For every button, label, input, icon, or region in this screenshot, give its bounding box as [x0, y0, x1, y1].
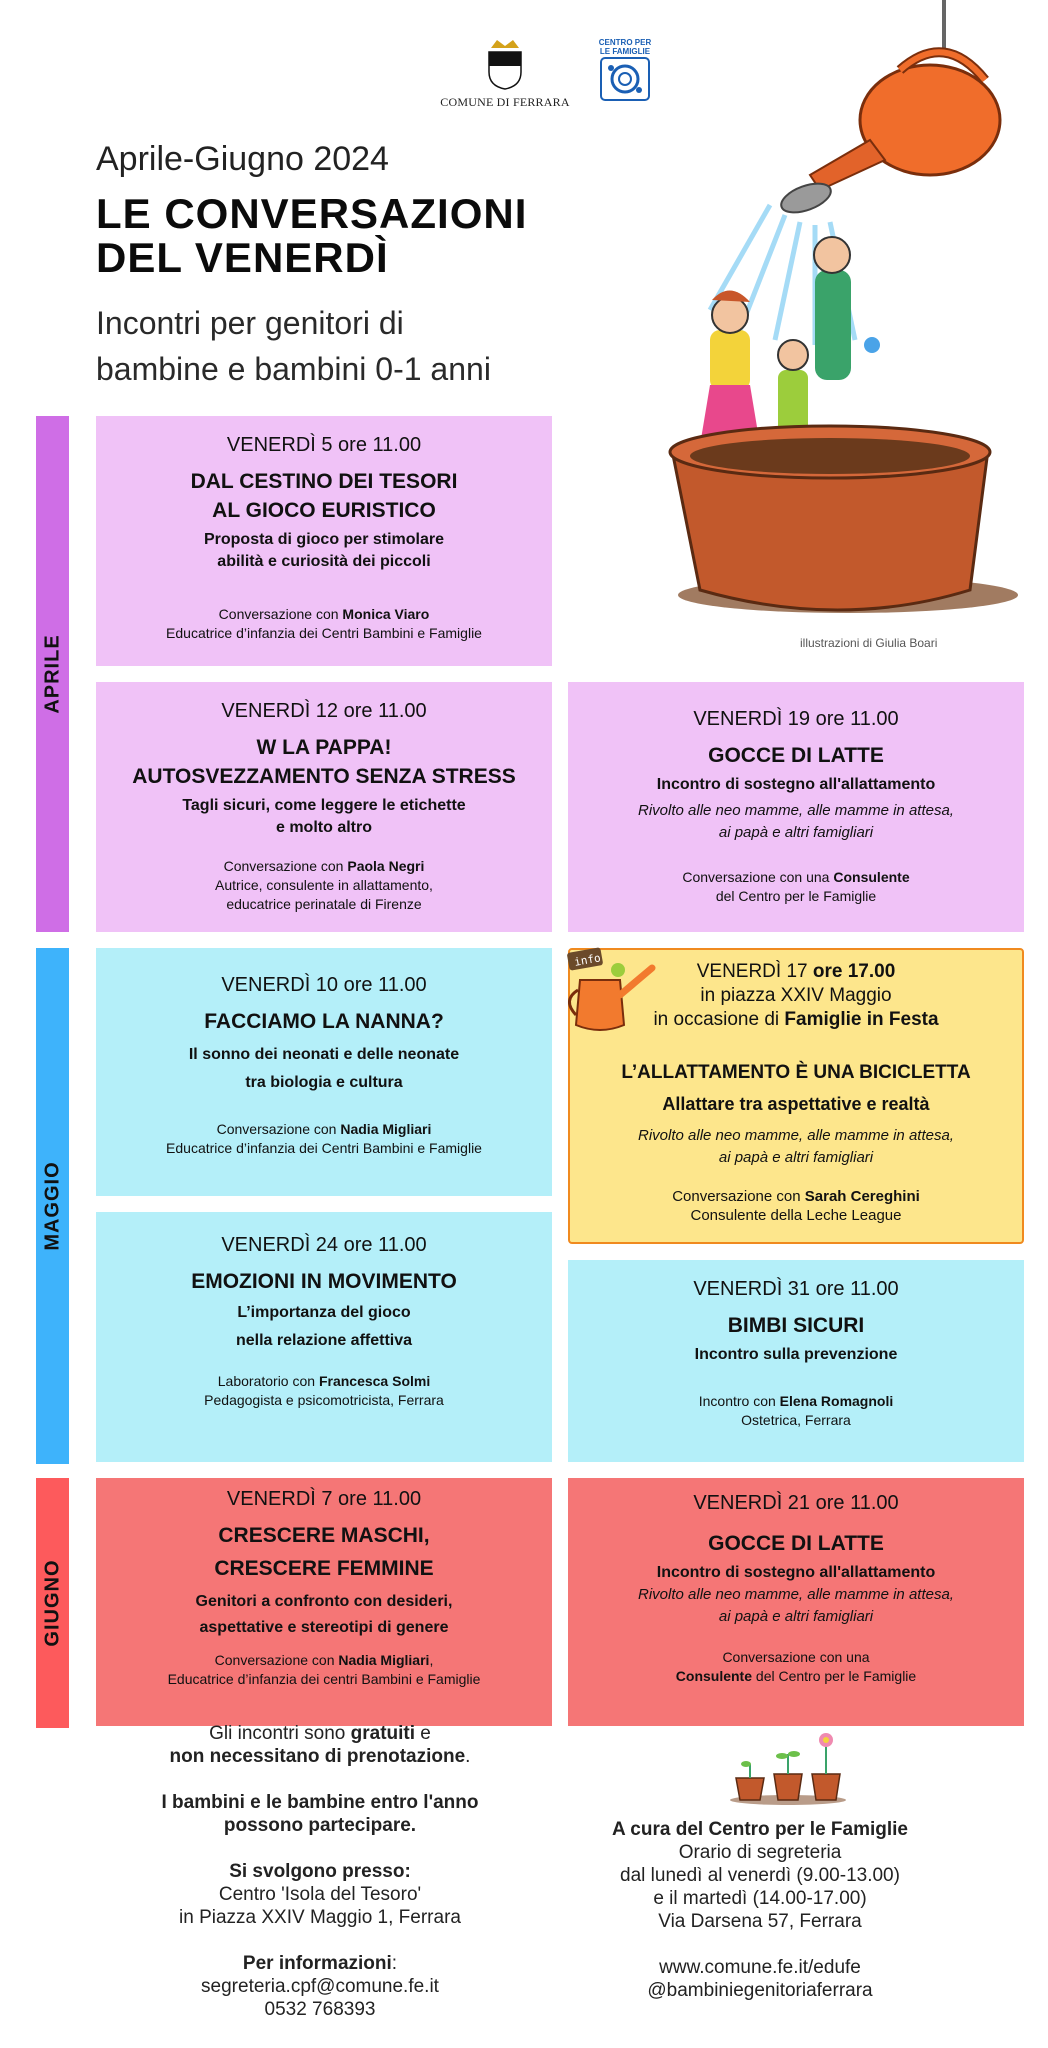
event-card-may-31 [568, 1260, 1024, 1462]
speaker-role: del Centro per le Famiglie [752, 1668, 917, 1684]
comune-ferrara-logo [440, 38, 570, 110]
age-note-line-2: possono partecipare. [223, 1815, 417, 1836]
event-speaker [114, 1372, 534, 1410]
speaker-prefix: Conversazione con [216, 1121, 341, 1137]
speaker-prefix: Conversazione con una [722, 1649, 870, 1665]
footer-organizer [600, 1818, 920, 1933]
month-label-june: GIUGNO [41, 1559, 63, 1647]
event-title-line-1: DAL CESTINO DEI TESORI [190, 470, 458, 493]
event-card-may-10 [96, 948, 552, 1196]
event-date: VENERDÌ 10 ore 11.00 [221, 974, 427, 996]
comune-logo-label: COMUNE DI FERRARA [440, 95, 570, 109]
title-line-2: DEL VENERDÌ [96, 234, 389, 281]
speaker-name: Paola Negri [347, 858, 425, 874]
speaker-prefix: Conversazione con [218, 606, 343, 622]
event-subtitle-line-2: abilità e curiosità dei piccoli [217, 553, 431, 570]
subtitle-line-1: Incontri per genitori di [96, 305, 404, 341]
footer-venue [110, 1860, 530, 1929]
month-bar-may [36, 948, 69, 1464]
illustration-credit: illustrazioni di Giulia Boari [800, 636, 938, 650]
speaker-prefix: Conversazione con una [682, 869, 834, 885]
event-speaker [586, 1392, 1006, 1430]
event-title-line-1: W LA PAPPA! [256, 736, 392, 759]
event-title-line-1: CRESCERE MASCHI, [218, 1524, 430, 1547]
event-subtitle-line-2: nella relazione affettiva [235, 1332, 413, 1349]
event-subtitle-line-1: L’importanza del gioco [237, 1304, 411, 1321]
event-audience-line-2: ai papà e altri famigliari [718, 1608, 874, 1625]
event-subtitle: Allattare tra aspettative e realtà [662, 1094, 930, 1114]
event-card-jun-21 [568, 1478, 1024, 1726]
speaker-role: Educatrice d’infanzia dei centri Bambini e Famiglie [167, 1671, 481, 1687]
office-hours-heading: Orario di segreteria [678, 1842, 842, 1863]
event-title: GOCCE DI LATTE [708, 1532, 884, 1555]
event-speaker [114, 605, 534, 643]
event-date: VENERDÌ 31 ore 11.00 [693, 1278, 899, 1300]
event-subtitle-line-1: Tagli sicuri, come leggere le etichette [182, 797, 466, 814]
page-subtitle [96, 300, 491, 392]
event-time: ore 17.00 [812, 961, 896, 982]
office-address: Via Darsena 57, Ferrara [658, 1911, 862, 1932]
month-bar-june [36, 1478, 69, 1728]
event-title: BIMBI SICURI [727, 1314, 865, 1337]
speaker-role-line-1: Autrice, consulente in allattamento, [215, 877, 433, 893]
subtitle-line-2: bambine e bambini 0-1 anni [96, 351, 491, 387]
month-bar-april [36, 416, 69, 932]
no-booking-note: non necessitano di prenotazione [169, 1746, 466, 1767]
organizer-heading: A cura del Centro per le Famiglie [612, 1819, 908, 1840]
contacts-heading-suffix: : [391, 1953, 398, 1974]
footer-links [600, 1956, 920, 2002]
event-audience-line-2: ai papà e altri famigliari [718, 1149, 874, 1166]
flower-pot [670, 426, 1018, 613]
title-line-1: LE CONVERSAZIONI [96, 190, 528, 237]
no-booking-suffix: . [465, 1746, 471, 1767]
month-label-april: APRILE [41, 634, 63, 714]
event-place: in piazza XXIV Maggio [700, 985, 892, 1006]
speaker-role: del Centro per le Famiglie [715, 888, 877, 904]
month-label-may: MAGGIO [41, 1161, 63, 1251]
event-date: VENERDÌ 19 ore 11.00 [693, 708, 899, 730]
event-card-jun-7 [96, 1478, 552, 1726]
event-card-apr-19 [568, 682, 1024, 932]
footer-info-right [600, 1818, 920, 2025]
event-title-line-2: CRESCERE FEMMINE [214, 1557, 434, 1580]
contact-phone[interactable]: 0532 768393 [264, 1999, 376, 2020]
speaker-prefix: Conversazione con [223, 858, 348, 874]
free-note-bold: gratuiti [350, 1723, 416, 1744]
event-subtitle-line-1: Genitori a confronto con desideri, [195, 1593, 453, 1610]
speaker-role: Ostetrica, Ferrara [741, 1412, 851, 1428]
event-audience-line-1: Rivolto alle neo mamme, alle mamme in attesa, [638, 802, 954, 819]
page-title [96, 192, 527, 280]
occasion-prefix: in occasione di [653, 1009, 785, 1030]
event-subtitle: Incontro sulla prevenzione [694, 1346, 898, 1363]
event-title: L’ALLATTAMENTO È UNA BICICLETTA [621, 1062, 971, 1083]
event-date-prefix: VENERDÌ 17 [696, 961, 813, 982]
free-note-prefix: Gli incontri sono [209, 1723, 351, 1744]
footer-info-left [110, 1722, 530, 2044]
flower-pots-icon [728, 1728, 848, 1808]
event-title: EMOZIONI IN MOVIMENTO [191, 1270, 457, 1293]
speaker-name: Nadia Migliari [338, 1652, 430, 1668]
office-hours-tuesday: e il martedì (14.00-17.00) [653, 1888, 867, 1909]
date-range: Aprile-Giugno 2024 [96, 140, 389, 178]
event-card-apr-12 [96, 682, 552, 932]
speaker-name: Consulente [833, 869, 910, 885]
free-note-suffix: e [415, 1723, 431, 1744]
venue-name: Centro 'Isola del Tesoro' [218, 1884, 422, 1905]
occasion-name: Famiglie in Festa [784, 1009, 939, 1030]
watering-can-icon [777, 52, 1000, 218]
speaker-role: Consulente della Leche League [690, 1207, 902, 1224]
contact-email-link[interactable]: segreteria.cpf@comune.fe.it [201, 1976, 439, 1997]
family-watering-can-illustration [600, 0, 1020, 630]
event-title-line-2: AL GIOCO EURISTICO [212, 499, 436, 522]
event-date: VENERDÌ 5 ore 11.00 [226, 434, 422, 456]
event-date: VENERDÌ 12 ore 11.00 [221, 700, 427, 722]
speaker-name: Sarah Cereghini [804, 1188, 920, 1205]
event-title-line-2: AUTOSVEZZAMENTO SENZA STRESS [132, 765, 516, 788]
event-audience-line-2: ai papà e altri famigliari [718, 824, 874, 841]
speaker-prefix: Laboratorio con [217, 1373, 319, 1389]
event-date: VENERDÌ 21 ore 11.00 [693, 1492, 899, 1514]
event-speaker [114, 857, 534, 914]
event-card-may-24 [96, 1212, 552, 1462]
event-card-apr-5 [96, 416, 552, 666]
event-subtitle: Incontro di sostegno all'allattamento [656, 1564, 936, 1581]
footer-contacts [110, 1952, 530, 2021]
info-tag-text: info [573, 951, 602, 969]
speaker-role: Educatrice d’infanzia dei Centri Bambini e Famiglie [166, 1140, 482, 1156]
speaker-name: Francesca Solmi [318, 1373, 431, 1389]
event-subtitle-line-2: tra biologia e cultura [245, 1074, 403, 1091]
info-watering-can-icon [560, 940, 660, 1040]
venue-address: in Piazza XXIV Maggio 1, Ferrara [179, 1907, 461, 1928]
event-audience-line-1: Rivolto alle neo mamme, alle mamme in attesa, [638, 1586, 954, 1603]
event-date: VENERDÌ 24 ore 11.00 [221, 1234, 427, 1256]
office-hours-weekdays: dal lunedì al venerdì (9.00-13.00) [620, 1865, 900, 1886]
speaker-role: Educatrice d’infanzia dei Centri Bambini e Famiglie [166, 625, 482, 641]
event-subtitle: Incontro di sostegno all'allattamento [656, 776, 936, 793]
event-speaker [588, 1187, 1004, 1225]
footer-free-note [110, 1722, 530, 1768]
speaker-name: Consulente [675, 1668, 753, 1684]
venue-heading: Si svolgono presso: [229, 1861, 411, 1882]
event-title: GOCCE DI LATTE [708, 744, 884, 767]
event-date: VENERDÌ 7 ore 11.00 [226, 1488, 422, 1510]
speaker-prefix: Conversazione con [214, 1652, 339, 1668]
event-subtitle-line-2: e molto altro [275, 819, 372, 836]
event-speaker [114, 1651, 534, 1689]
speaker-name: Elena Romagnoli [779, 1393, 894, 1409]
event-speaker [114, 1120, 534, 1158]
event-audience-line-1: Rivolto alle neo mamme, alle mamme in attesa, [638, 1127, 954, 1144]
comune-crest-icon [485, 38, 525, 90]
event-subtitle-line-2: aspettative e stereotipi di genere [199, 1619, 449, 1636]
speaker-prefix: Incontro con [698, 1393, 780, 1409]
cpf-logo-label: CENTRO PER LE FAMIGLIE [598, 38, 652, 56]
event-speaker [586, 1648, 1006, 1686]
contacts-heading: Per informazioni [242, 1953, 392, 1974]
social-handle-link[interactable]: @bambiniegenitoriaferrara [647, 1980, 873, 2001]
event-subtitle-line-1: Il sonno dei neonati e delle neonate [188, 1046, 460, 1063]
speaker-prefix: Conversazione con [672, 1188, 805, 1205]
speaker-name: Nadia Migliari [340, 1121, 432, 1137]
speaker-role: Pedagogista e psicomotricista, Ferrara [204, 1392, 444, 1408]
event-speaker [586, 868, 1006, 906]
footer-age-note [110, 1791, 530, 1837]
age-note-line-1: I bambini e le bambine entro l'anno [161, 1792, 479, 1813]
event-title: FACCIAMO LA NANNA? [204, 1010, 444, 1033]
website-link[interactable]: www.comune.fe.it/edufe [659, 1957, 861, 1978]
speaker-name: Monica Viaro [342, 606, 430, 622]
event-subtitle-line-1: Proposta di gioco per stimolare [203, 531, 445, 548]
speaker-role-line-2: educatrice perinatale di Firenze [226, 896, 422, 912]
speaker-name-suffix: , [429, 1652, 434, 1668]
